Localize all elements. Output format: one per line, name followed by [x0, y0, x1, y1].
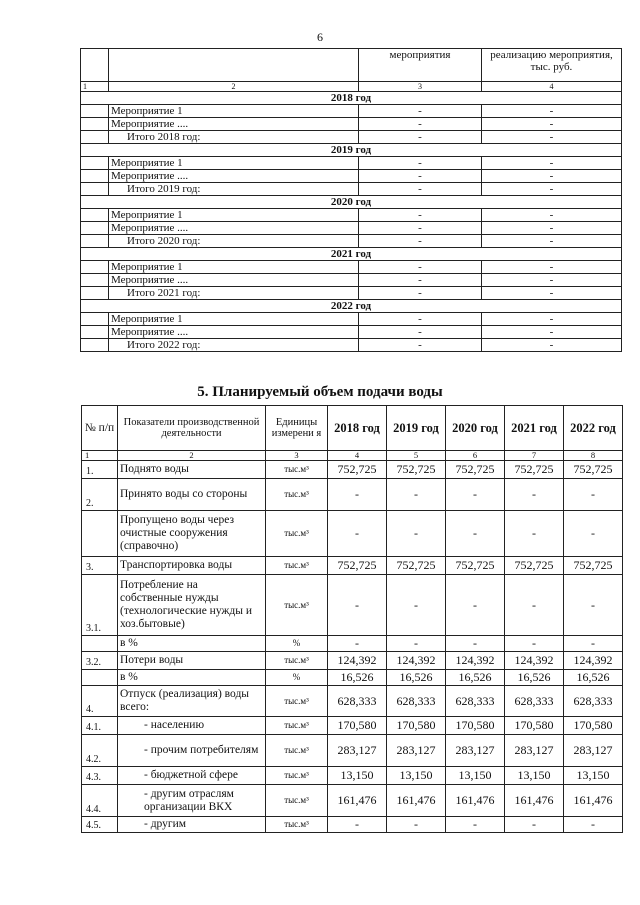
- indicator-name: - прочим потребителям: [118, 735, 266, 767]
- year-group-row: [81, 144, 622, 157]
- activities-col-numbers: 1 2 3 4: [81, 82, 622, 92]
- value-cell: 752,725: [387, 557, 446, 575]
- indicator-name: Принято воды со стороны: [118, 479, 266, 511]
- activity-value: -: [359, 118, 482, 131]
- row-number: 3.2.: [82, 652, 118, 670]
- header-year: 2021 год: [505, 406, 564, 451]
- value-cell: 170,580: [505, 717, 564, 735]
- value-cell: 13,150: [505, 767, 564, 785]
- year-group-row: [81, 248, 622, 261]
- value-cell: 16,526: [328, 670, 387, 686]
- activity-row: [81, 339, 622, 352]
- row-number: [82, 511, 118, 557]
- row-number: 4.4.: [82, 785, 118, 817]
- value-cell: 16,526: [446, 670, 505, 686]
- header-num: № п/п: [82, 406, 118, 451]
- unit-cell: тыс.м³: [266, 767, 328, 785]
- year-group-row: [81, 300, 622, 313]
- value-cell: 752,725: [387, 461, 446, 479]
- value-cell: 161,476: [564, 785, 623, 817]
- header-year: 2018 год: [328, 406, 387, 451]
- value-cell: -: [446, 575, 505, 636]
- value-cell: -: [505, 479, 564, 511]
- value-cell: -: [505, 511, 564, 557]
- value-cell: 283,127: [564, 735, 623, 767]
- unit-cell: тыс.м³: [266, 575, 328, 636]
- unit-cell: %: [266, 636, 328, 652]
- row-number: 2.: [82, 479, 118, 511]
- value-cell: -: [564, 636, 623, 652]
- activity-value: -: [359, 261, 482, 274]
- indicator-row: [82, 652, 623, 670]
- header-year: 2022 год: [564, 406, 623, 451]
- indicator-row: [82, 717, 623, 735]
- activities-header-row: [81, 49, 622, 82]
- activity-name: Итого 2022 год:: [109, 339, 359, 352]
- unit-cell: %: [266, 670, 328, 686]
- activity-value: -: [359, 170, 482, 183]
- activity-name: Мероприятие 1: [109, 261, 359, 274]
- activity-value: -: [359, 131, 482, 144]
- value-cell: -: [328, 636, 387, 652]
- row-number: [82, 636, 118, 652]
- value-cell: -: [505, 817, 564, 833]
- value-cell: 161,476: [446, 785, 505, 817]
- value-cell: 124,392: [505, 652, 564, 670]
- activity-cost: -: [482, 287, 622, 300]
- indicator-row: [82, 767, 623, 785]
- value-cell: 283,127: [446, 735, 505, 767]
- activity-name: Мероприятие 1: [109, 313, 359, 326]
- value-cell: -: [505, 575, 564, 636]
- value-cell: 161,476: [328, 785, 387, 817]
- indicator-name: Потери воды: [118, 652, 266, 670]
- value-cell: 124,392: [328, 652, 387, 670]
- value-cell: 161,476: [387, 785, 446, 817]
- value-cell: 283,127: [328, 735, 387, 767]
- indicator-name: Пропущено воды через очистные сооружения (справочно): [118, 511, 266, 557]
- activity-name: Итого 2018 год:: [109, 131, 359, 144]
- header-year: 2020 год: [446, 406, 505, 451]
- value-cell: 628,333: [446, 686, 505, 717]
- activity-row: [81, 105, 622, 118]
- header-unit: Единицы измерени я: [266, 406, 328, 451]
- year-label: 2018 год: [81, 92, 622, 105]
- value-cell: -: [387, 817, 446, 833]
- value-cell: 13,150: [328, 767, 387, 785]
- activity-row: [81, 326, 622, 339]
- unit-cell: тыс.м³: [266, 717, 328, 735]
- unit-cell: тыс.м³: [266, 557, 328, 575]
- indicator-row: [82, 686, 623, 717]
- value-cell: -: [328, 817, 387, 833]
- activity-row: [81, 222, 622, 235]
- unit-cell: тыс.м³: [266, 686, 328, 717]
- activity-value: -: [359, 287, 482, 300]
- activity-value: -: [359, 274, 482, 287]
- activity-row: [81, 274, 622, 287]
- activity-cost: -: [482, 235, 622, 248]
- activity-value: -: [359, 209, 482, 222]
- indicator-row: [82, 785, 623, 817]
- indicator-name: - другим отраслям организации ВКХ: [118, 785, 266, 817]
- unit-cell: тыс.м³: [266, 511, 328, 557]
- activity-row: [81, 170, 622, 183]
- activities-table: [80, 48, 622, 352]
- row-number: 4.5.: [82, 817, 118, 833]
- activity-name: Итого 2021 год:: [109, 287, 359, 300]
- activity-value: -: [359, 157, 482, 170]
- activity-cost: -: [482, 313, 622, 326]
- activity-row: [81, 118, 622, 131]
- value-cell: 13,150: [446, 767, 505, 785]
- unit-cell: тыс.м³: [266, 461, 328, 479]
- value-cell: 752,725: [328, 557, 387, 575]
- activity-name: Итого 2020 год:: [109, 235, 359, 248]
- value-cell: 628,333: [387, 686, 446, 717]
- header-col4: реализацию мероприятия, тыс. руб.: [482, 49, 622, 82]
- value-cell: 13,150: [564, 767, 623, 785]
- water-header-row: [82, 406, 623, 451]
- activity-row: [81, 131, 622, 144]
- row-number: 4.1.: [82, 717, 118, 735]
- value-cell: -: [387, 636, 446, 652]
- indicator-name: - бюджетной сфере: [118, 767, 266, 785]
- value-cell: 13,150: [387, 767, 446, 785]
- value-cell: 752,725: [564, 461, 623, 479]
- activity-name: Мероприятие ....: [109, 170, 359, 183]
- unit-cell: тыс.м³: [266, 652, 328, 670]
- indicator-row: [82, 479, 623, 511]
- value-cell: 752,725: [505, 461, 564, 479]
- value-cell: 16,526: [387, 670, 446, 686]
- value-cell: 124,392: [564, 652, 623, 670]
- value-cell: 170,580: [564, 717, 623, 735]
- value-cell: 124,392: [387, 652, 446, 670]
- activity-row: [81, 157, 622, 170]
- row-number: 3.: [82, 557, 118, 575]
- row-number: 4.: [82, 686, 118, 717]
- value-cell: 16,526: [564, 670, 623, 686]
- value-cell: 628,333: [564, 686, 623, 717]
- value-cell: -: [446, 479, 505, 511]
- unit-cell: тыс.м³: [266, 785, 328, 817]
- indicator-name: - населению: [118, 717, 266, 735]
- activity-row: [81, 287, 622, 300]
- unit-cell: тыс.м³: [266, 479, 328, 511]
- value-cell: -: [387, 575, 446, 636]
- year-label: 2022 год: [81, 300, 622, 313]
- indicator-row: [82, 817, 623, 833]
- activity-cost: -: [482, 261, 622, 274]
- activity-name: Итого 2019 год:: [109, 183, 359, 196]
- indicator-name: Потребление на собственные нужды (технологические нужды и хоз.бытовые): [118, 575, 266, 636]
- value-cell: -: [564, 817, 623, 833]
- activity-row: [81, 183, 622, 196]
- activity-name: Мероприятие 1: [109, 157, 359, 170]
- header-year: 2019 год: [387, 406, 446, 451]
- value-cell: -: [564, 479, 623, 511]
- year-group-row: [81, 92, 622, 105]
- value-cell: -: [564, 511, 623, 557]
- year-label: 2021 год: [81, 248, 622, 261]
- value-cell: 16,526: [505, 670, 564, 686]
- value-cell: 752,725: [505, 557, 564, 575]
- value-cell: -: [328, 511, 387, 557]
- indicator-name: - другим: [118, 817, 266, 833]
- activity-row: [81, 313, 622, 326]
- unit-cell: тыс.м³: [266, 817, 328, 833]
- indicator-row: [82, 461, 623, 479]
- indicator-name: Отпуск (реализация) воды всего:: [118, 686, 266, 717]
- activity-name: Мероприятие 1: [109, 105, 359, 118]
- value-cell: 170,580: [387, 717, 446, 735]
- activity-cost: -: [482, 339, 622, 352]
- activity-cost: -: [482, 118, 622, 131]
- value-cell: 752,725: [446, 461, 505, 479]
- water-supply-table: [81, 405, 623, 833]
- activity-cost: -: [482, 131, 622, 144]
- activity-value: -: [359, 235, 482, 248]
- indicator-row: [82, 735, 623, 767]
- activity-cost: -: [482, 157, 622, 170]
- activity-value: -: [359, 183, 482, 196]
- activity-name: Мероприятие 1: [109, 209, 359, 222]
- value-cell: 283,127: [387, 735, 446, 767]
- value-cell: -: [387, 511, 446, 557]
- value-cell: -: [387, 479, 446, 511]
- value-cell: 161,476: [505, 785, 564, 817]
- value-cell: 752,725: [328, 461, 387, 479]
- value-cell: 628,333: [505, 686, 564, 717]
- year-label: 2019 год: [81, 144, 622, 157]
- indicator-row: [82, 511, 623, 557]
- indicator-name: в %: [118, 636, 266, 652]
- indicator-row: [82, 557, 623, 575]
- year-group-row: [81, 196, 622, 209]
- activity-row: [81, 235, 622, 248]
- value-cell: 170,580: [328, 717, 387, 735]
- unit-cell: тыс.м³: [266, 735, 328, 767]
- activity-cost: -: [482, 274, 622, 287]
- row-number: 3.1.: [82, 575, 118, 636]
- activity-value: -: [359, 222, 482, 235]
- indicator-row: [82, 670, 623, 686]
- value-cell: 752,725: [446, 557, 505, 575]
- activity-name: Мероприятие ....: [109, 326, 359, 339]
- activity-name: Мероприятие ....: [109, 118, 359, 131]
- indicator-row: [82, 575, 623, 636]
- indicator-name: в %: [118, 670, 266, 686]
- activity-row: [81, 209, 622, 222]
- activity-cost: -: [482, 209, 622, 222]
- activity-value: -: [359, 326, 482, 339]
- value-cell: 124,392: [446, 652, 505, 670]
- value-cell: -: [446, 817, 505, 833]
- header-indicator: Показатели производственной деятельности: [118, 406, 266, 451]
- activity-row: [81, 261, 622, 274]
- indicator-name: Поднято воды: [118, 461, 266, 479]
- activity-value: -: [359, 105, 482, 118]
- year-label: 2020 год: [81, 196, 622, 209]
- value-cell: 628,333: [328, 686, 387, 717]
- value-cell: 170,580: [446, 717, 505, 735]
- activity-value: -: [359, 313, 482, 326]
- value-cell: -: [446, 636, 505, 652]
- section-title: 5. Планируемый объем подачи воды: [197, 384, 443, 400]
- water-col-numbers: 1 2 3 4 5 6 7 8: [82, 451, 623, 461]
- value-cell: 752,725: [564, 557, 623, 575]
- indicator-name: Транспортировка воды: [118, 557, 266, 575]
- value-cell: -: [328, 479, 387, 511]
- activity-name: Мероприятие ....: [109, 222, 359, 235]
- page-number: 6: [317, 30, 323, 44]
- activity-name: Мероприятие ....: [109, 274, 359, 287]
- value-cell: -: [505, 636, 564, 652]
- activity-cost: -: [482, 170, 622, 183]
- value-cell: -: [446, 511, 505, 557]
- value-cell: 283,127: [505, 735, 564, 767]
- indicator-row: [82, 636, 623, 652]
- activity-cost: -: [482, 183, 622, 196]
- row-number: 1.: [82, 461, 118, 479]
- activity-cost: -: [482, 222, 622, 235]
- row-number: [82, 670, 118, 686]
- value-cell: -: [328, 575, 387, 636]
- row-number: 4.3.: [82, 767, 118, 785]
- activity-cost: -: [482, 105, 622, 118]
- row-number: 4.2.: [82, 735, 118, 767]
- value-cell: -: [564, 575, 623, 636]
- activity-value: -: [359, 339, 482, 352]
- header-col3: мероприятия: [359, 49, 482, 82]
- activity-cost: -: [482, 326, 622, 339]
